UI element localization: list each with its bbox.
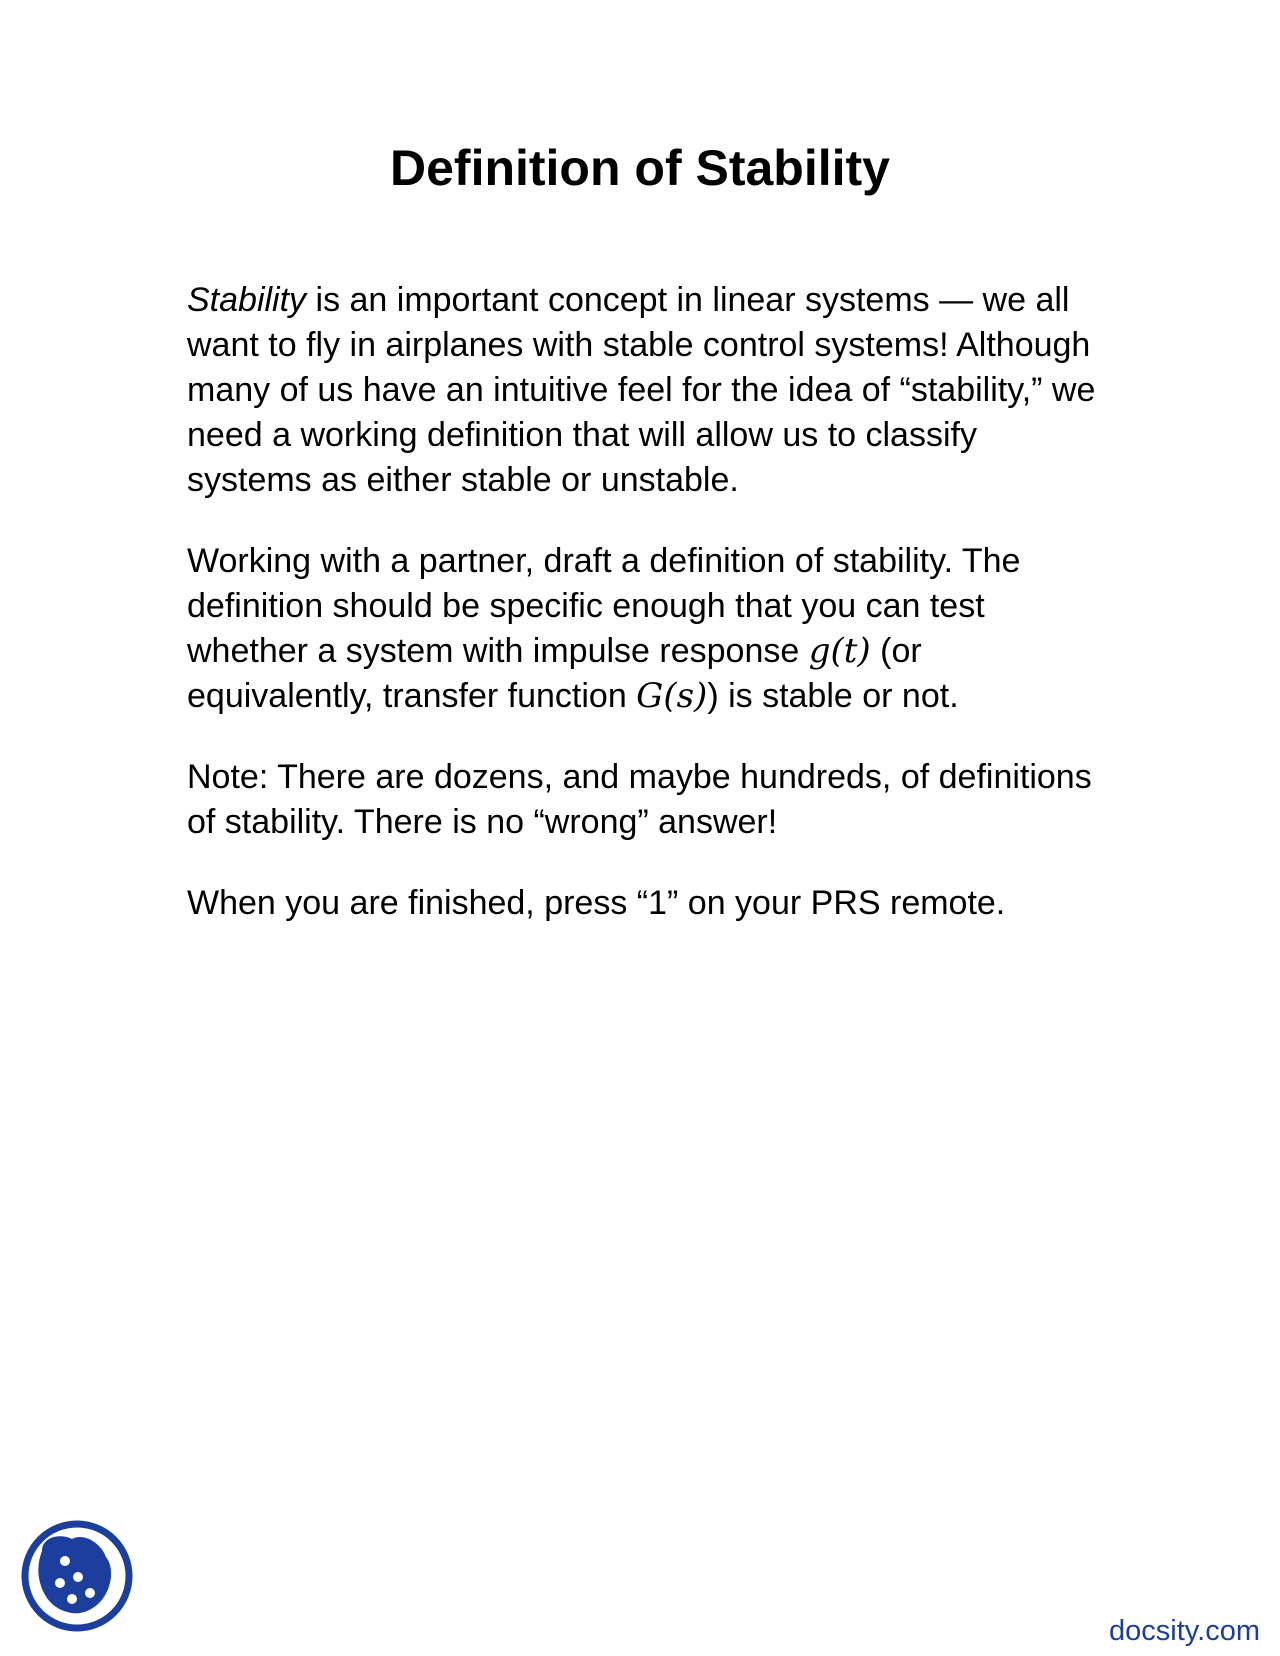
math-transfer-function: G(s)	[636, 676, 708, 716]
paragraph-task-text-c: ) is stable or not.	[707, 677, 959, 715]
emphasis-stability: Stability	[187, 281, 307, 319]
math-impulse-response: g(t)	[808, 631, 871, 671]
paragraph-intro	[187, 278, 1107, 503]
page-title: Definition of Stability	[390, 140, 890, 196]
paragraph-task	[187, 539, 1107, 719]
paragraph-intro-text: is an important concept in linear systems — we all want to fly in airplanes with stable control systems! Although many of us have an intuitive feel for the idea of “stability,” we need a working definition that will allow us to classify systems as either stable or unstable.	[187, 281, 1096, 499]
paragraph-note: Note: There are dozens, and maybe hundreds, of definitions of stability. There is no “wrong” answer!	[187, 758, 1092, 841]
paragraph-instruction: When you are finished, press “1” on your PRS remote.	[187, 884, 1006, 922]
paragraph-task-text-b: (or equivalently, transfer function	[187, 632, 922, 715]
document-body	[187, 278, 1107, 962]
docsity-brand-link[interactable]: docsity.com	[1109, 1615, 1260, 1647]
paragraph-task-text-a: Working with a partner, draft a definition of stability. The definition should be specific enough that you can test whether a system with impulse response	[187, 542, 1021, 670]
docsity-logo-icon[interactable]	[20, 1517, 134, 1635]
